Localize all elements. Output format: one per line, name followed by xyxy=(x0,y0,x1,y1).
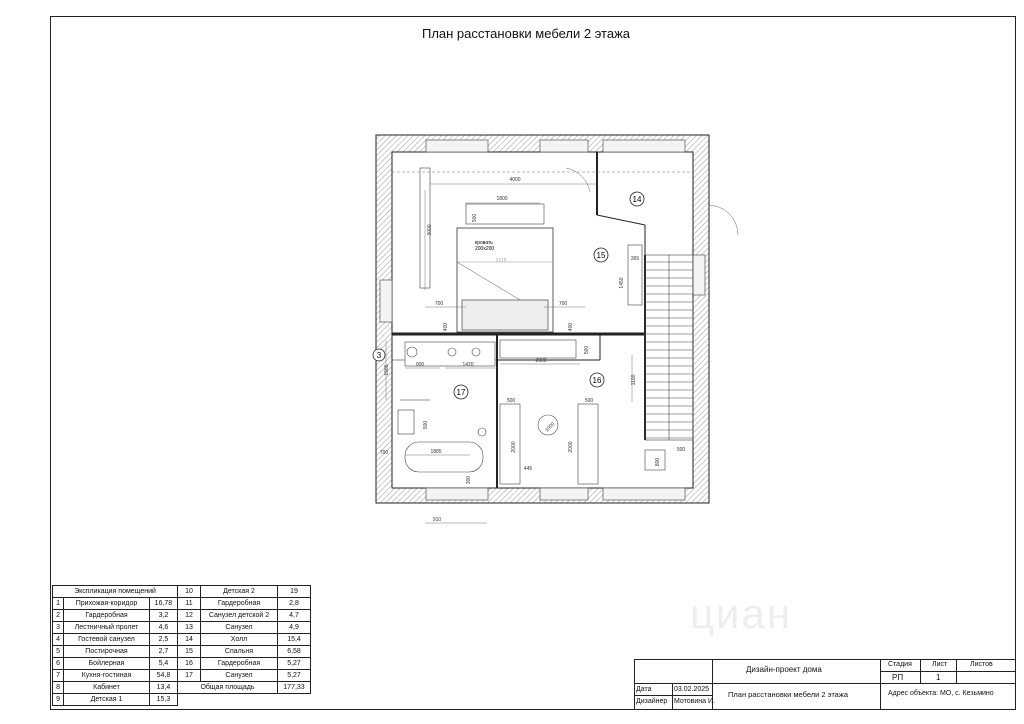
dim-label: 800 xyxy=(655,457,661,467)
dim-label: 365 xyxy=(630,256,640,262)
table-cell: 54,8 xyxy=(149,670,177,682)
table-cell: 13 xyxy=(178,622,201,634)
room-number: 3 xyxy=(376,351,382,360)
table-row xyxy=(53,622,311,634)
dim-label: 445 xyxy=(523,466,533,472)
watermark: циан xyxy=(690,590,793,637)
table-row xyxy=(53,646,311,658)
designer-label: Дизайнер xyxy=(636,698,668,705)
dim-label: 1420 xyxy=(462,362,474,368)
table-cell: 11 xyxy=(178,598,201,610)
dim-label: 2000 xyxy=(511,441,517,453)
table-row xyxy=(53,634,311,646)
table-cell: 2 xyxy=(53,610,64,622)
table-cell: 4 xyxy=(53,634,64,646)
table-cell: Гостевой санузел xyxy=(64,634,150,646)
room-number: 14 xyxy=(632,195,642,204)
room-number: 15 xyxy=(596,251,606,260)
dim-label: 500 xyxy=(423,420,429,430)
explication-header: Экспликация помещений xyxy=(53,586,178,598)
dim-label: 2000 xyxy=(568,441,574,453)
table-cell: 10 xyxy=(178,586,201,598)
table-cell: 4,7 xyxy=(278,610,311,622)
table-cell: 5,4 xyxy=(149,658,177,670)
lists-label: Листов xyxy=(970,661,993,668)
table-cell: 15,4 xyxy=(278,634,311,646)
dim-label: 2000 xyxy=(535,358,547,364)
table-cell: Детская 2 xyxy=(201,586,278,598)
dim-label: 1450 xyxy=(619,277,625,289)
table-cell: Гардеробная xyxy=(64,610,150,622)
date-value: 03.02.2025 xyxy=(674,686,710,693)
table-row xyxy=(53,658,311,670)
room-number: 16 xyxy=(592,376,602,385)
table-cell: Гардеробная xyxy=(201,598,278,610)
table-cell: Холл xyxy=(201,634,278,646)
dim-label: 700 xyxy=(434,301,444,307)
table-cell: Санузел xyxy=(201,622,278,634)
stage-label: Стадия xyxy=(888,661,912,668)
bed xyxy=(457,228,553,332)
total-label: Общая площадь xyxy=(178,682,278,694)
table-cell: 19 xyxy=(278,586,311,598)
bed-size: 200х200 xyxy=(475,246,495,252)
designer-value: Мотовина И. xyxy=(674,698,715,705)
table-cell: Гардеробная xyxy=(201,658,278,670)
dim-label: 1585 xyxy=(384,364,390,376)
table-cell: 5,27 xyxy=(278,658,311,670)
table-cell: Кабинет xyxy=(64,682,150,694)
dim-label: 500 xyxy=(676,447,686,453)
bed-label: кровать xyxy=(475,240,493,246)
table-cell: 1 xyxy=(53,598,64,610)
dim-label: 500 xyxy=(506,398,516,404)
table-cell: Постирочная xyxy=(64,646,150,658)
table-cell: Кухня-гостиная xyxy=(64,670,150,682)
dim-label: 3000 xyxy=(427,224,433,236)
dim-label: 700 xyxy=(558,301,568,307)
table-cell: 3,2 xyxy=(149,610,177,622)
table-cell: 5 xyxy=(53,646,64,658)
dim-label: 500 xyxy=(584,398,594,404)
sheet-name: План расстановки мебели 2 этажа xyxy=(728,690,849,699)
dim-label: 400 xyxy=(568,322,574,332)
list-value: 1 xyxy=(936,673,941,682)
title-block xyxy=(634,659,1016,710)
table-cell: Санузел xyxy=(201,670,278,682)
explication-table xyxy=(52,585,311,706)
table-cell: 9 xyxy=(53,694,64,706)
stage-value: РП xyxy=(892,673,904,682)
table-cell: Детская 1 xyxy=(64,694,150,706)
room-number: 17 xyxy=(456,388,466,397)
table-cell: 12 xyxy=(178,610,201,622)
dim-label: 1885 xyxy=(430,449,442,455)
table-cell: 2,8 xyxy=(278,598,311,610)
table-cell: 16,78 xyxy=(149,598,177,610)
total-value: 177,33 xyxy=(278,682,311,694)
table-row xyxy=(53,610,311,622)
project-name: Дизайн-проект дома xyxy=(746,665,822,674)
table-cell: 17 xyxy=(178,670,201,682)
table-cell: 6 xyxy=(53,658,64,670)
table-cell: 15 xyxy=(178,646,201,658)
dim-label: 500 xyxy=(584,345,590,355)
table-cell: 5,27 xyxy=(278,670,311,682)
dim-label: 4000 xyxy=(509,177,521,183)
table-cell: 2,7 xyxy=(149,646,177,658)
table-cell: 16 xyxy=(178,658,201,670)
table-row xyxy=(53,682,311,694)
date-label: Дата xyxy=(636,686,652,693)
dim-label: 1100 xyxy=(631,374,637,386)
table-cell: 14 xyxy=(178,634,201,646)
table-cell: 4,6 xyxy=(149,622,177,634)
table-cell: 15,3 xyxy=(149,694,177,706)
dim-label: 400 xyxy=(443,322,449,332)
address: Адрес объекта: МО, с. Кезьмино xyxy=(888,690,994,697)
table-cell: Бойлерная xyxy=(64,658,150,670)
sheet-title: План расстановки мебели 2 этажа xyxy=(421,26,631,41)
table-cell: 2,5 xyxy=(149,634,177,646)
table-row xyxy=(53,598,311,610)
table-row xyxy=(53,670,311,682)
table-cell: 8 xyxy=(53,682,64,694)
dim-label: 910 xyxy=(432,517,442,523)
table-cell: Спальня xyxy=(201,646,278,658)
dim-label: 700 xyxy=(379,450,389,456)
table-cell: Санузел детской 2 xyxy=(201,610,278,622)
dim-label: 2215 xyxy=(495,258,507,264)
dim-label: 1800 xyxy=(496,196,508,202)
dim-label: 900 xyxy=(415,362,425,368)
table-cell: 7 xyxy=(53,670,64,682)
table-cell: 13,4 xyxy=(149,682,177,694)
dim-label: 1000 xyxy=(544,421,557,434)
table-cell: Лестничный пролет xyxy=(64,622,150,634)
dim-label: 500 xyxy=(472,213,478,223)
table-cell: 4,9 xyxy=(278,622,311,634)
table-row xyxy=(53,694,311,706)
dim-label: 300 xyxy=(466,475,472,485)
list-label: Лист xyxy=(932,661,948,668)
table-cell: Прихожая-коридор xyxy=(64,598,150,610)
table-cell: 6,58 xyxy=(278,646,311,658)
table-cell: 3 xyxy=(53,622,64,634)
